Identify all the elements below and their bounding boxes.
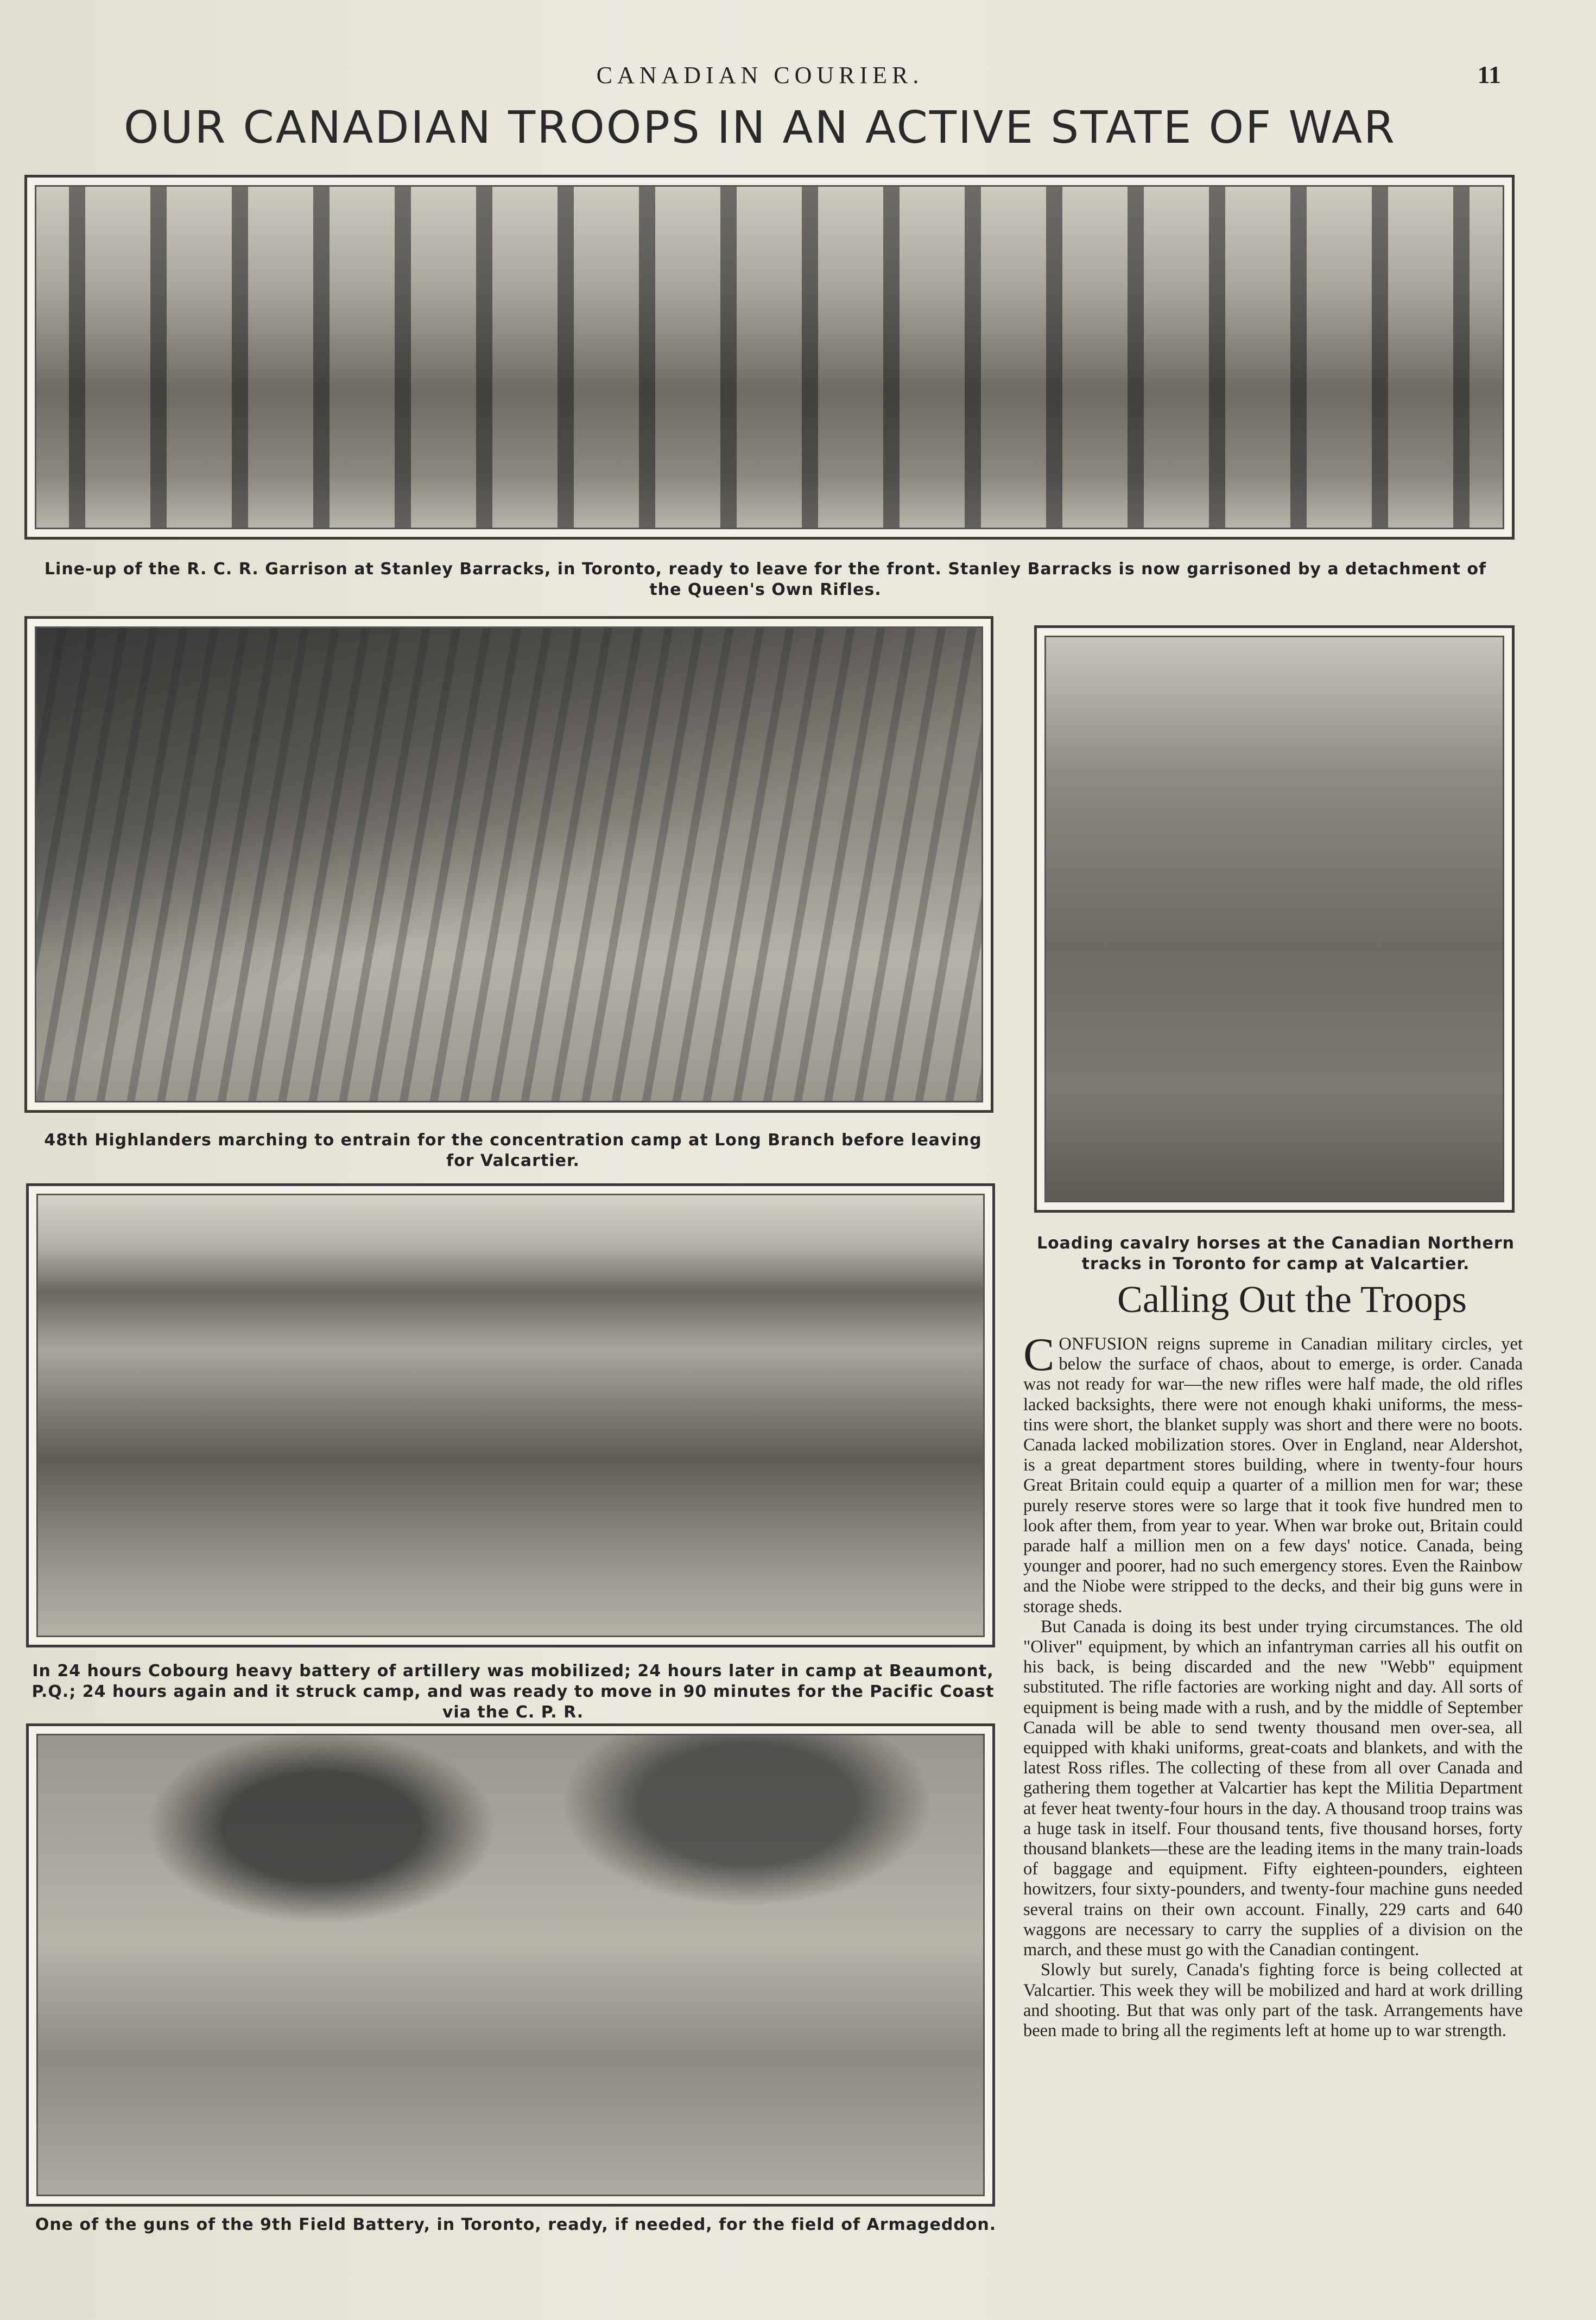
- article-paragraph-text: ONFUSION reigns supreme in Canadian military circles, yet below the surface of chaos, about to emerge, is order. Canada was not ready for war—the new rifles were half made, the old rifles lacked backsights, there were not enough khaki uniforms, the mess-tins were short, the blanket supply was short and there were no boots. Canada lacked mobilization stores. Over in England, near Aldershot, is a great department stores building, where in twenty-four hours Great Britain could equip a quarter of a million men for war; these purely reserve stores were so large that it took five hundred men to look after them, from year to year. When war broke out, Britain could parade half a million men on a few days' notice. Canada, being younger and poorer, had no such emergency stores. Even the Rainbow and the Niobe were stripped to the decks, and their big guns were in storage sheds.: [1023, 1334, 1523, 1617]
- article-paragraph: [1023, 1328, 1523, 1617]
- photo-highlanders-marching: [35, 626, 983, 1102]
- photo-cobourg-battery: [36, 1194, 985, 1637]
- masthead: [0, 57, 1596, 95]
- article-title: Calling Out the Troops: [1117, 1279, 1467, 1321]
- photo-frame-highlanders: [24, 616, 993, 1113]
- caption-garrison: Line-up of the R. C. R. Garrison at Stanley Barracks, in Toronto, ready to leave for the front. Stanley Barracks is now garrisoned by a detachment of the Queen's Own Rifles.: [44, 560, 1487, 599]
- page-number: 11: [1477, 61, 1501, 88]
- photo-garrison-lineup: [35, 185, 1504, 529]
- caption-cavalry: Loading cavalry horses at the Canadian Northern tracks in Toronto for camp at Valcartier.: [1036, 1234, 1515, 1273]
- article-body: [1023, 1328, 1523, 2041]
- photo-frame-battery: [26, 1183, 995, 1647]
- page-headline: OUR CANADIAN TROOPS IN AN ACTIVE STATE OF WAR: [123, 102, 1397, 154]
- photo-cavalry-horses: [1044, 636, 1504, 1202]
- article-paragraph: But Canada is doing its best under trying circumstances. The old "Oliver" equipment, by which an infantryman carries all his outfit on his back, is being discarded and the new "Webb" equipment substituted. The rifle factories are working night and day. All sorts of equipment is being made with a rush, and by the middle of September Canada will be able to send twenty thousand men over-sea, all equipped with khaki uniforms, great-coats and blankets, and with the latest Ross rifles. The collecting of these from all over Canada and gathering them together at Valcartier has kept the Militia Department at fever heat twenty-four hours in the day. A thousand troop trains was a huge task in itself. Four thousand tents, five thousand horses, forty thousand blankets—these are the leading items in the many train-loads of baggage and equipment. Fifty eighteen-pounders, eighteen howitzers, four sixty-pounders, and twenty-four machine guns needed several trains on their own account. Finally, 229 carts and 640 waggons are necessary to carry the supplies of a division on the march, and these must go with the Canadian contingent.: [1023, 1617, 1523, 1960]
- photo-frame-field-gun: [26, 1723, 995, 2207]
- photo-frame-cavalry: [1034, 625, 1515, 1213]
- caption-battery: In 24 hours Cobourg heavy battery of artillery was mobilized; 24 hours later in camp at Beaumont, P.Q.; 24 hours again and it struck camp, and was ready to move in 90 minutes for the Pacific Coast via the C. P. R.: [31, 1662, 995, 1722]
- paper-name: CANADIAN COURIER.: [596, 62, 924, 88]
- caption-field-gun: One of the guns of the 9th Field Battery, in Toronto, ready, if needed, for the field of Armageddon.: [35, 2215, 997, 2234]
- photo-field-battery-gun: [36, 1734, 985, 2196]
- drop-cap: C: [1023, 1328, 1055, 1380]
- article-paragraph: Slowly but surely, Canada's fighting force is being collected at Valcartier. This week they will be mobilized and hard at work drilling and shooting. But that was only part of the task. Arrangements have been made to bring all the regiments left at home up to war strength.: [1023, 1960, 1523, 2040]
- caption-highlanders: 48th Highlanders marching to entrain for the concentration camp at Long Branch before leaving for Valcartier.: [44, 1131, 982, 1170]
- photo-frame-garrison: [24, 175, 1515, 540]
